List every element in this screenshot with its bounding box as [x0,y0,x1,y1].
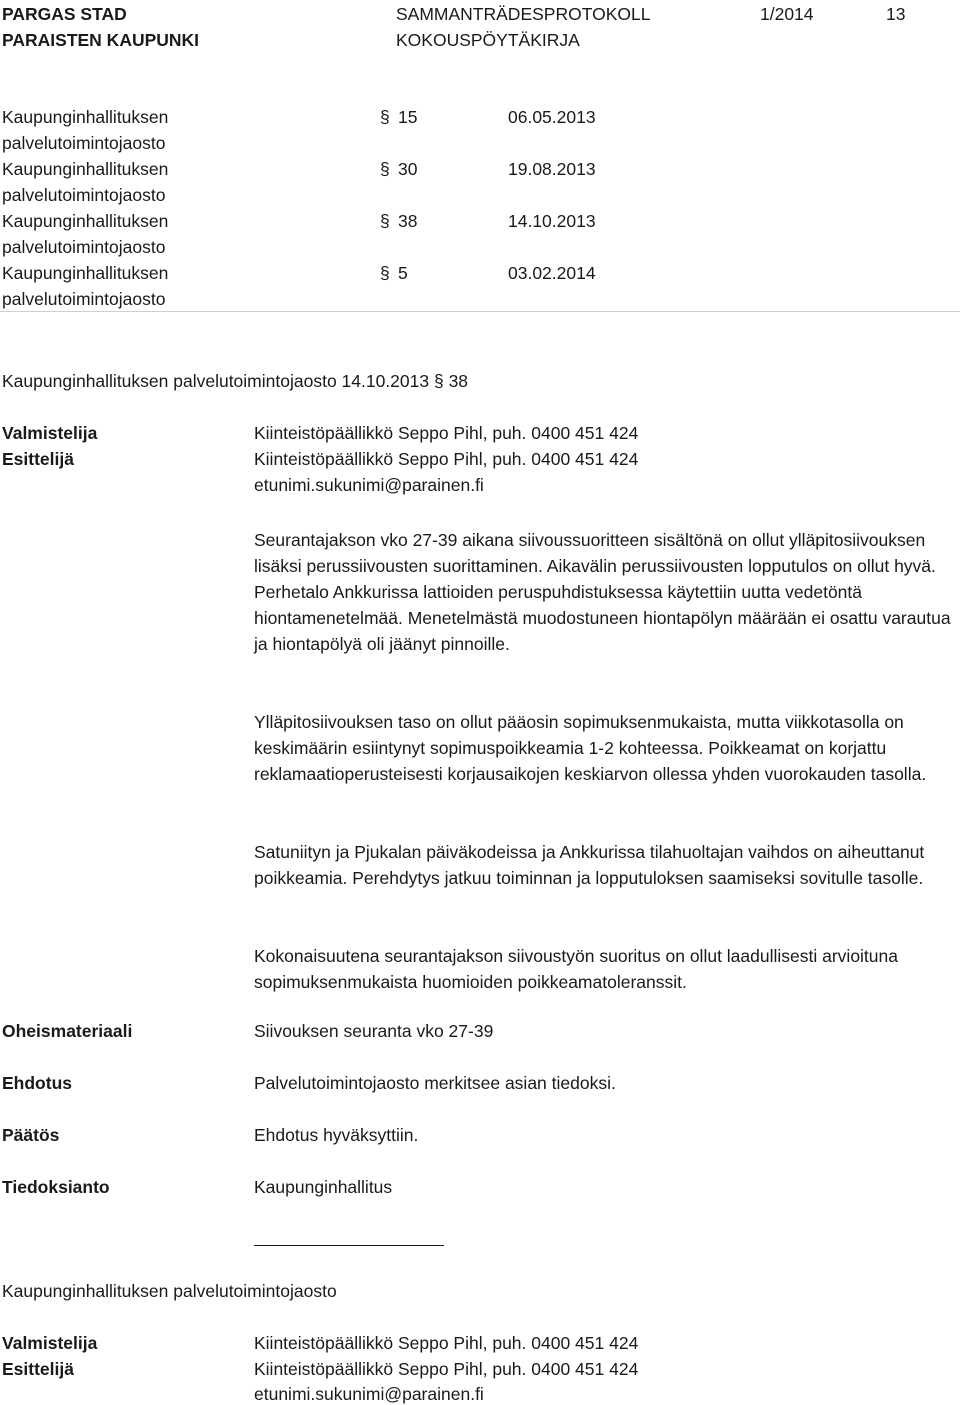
attachments-value: Siivouksen seuranta vko 27-39 [254,1021,494,1041]
history-date: 14.10.2013 [508,211,596,231]
presenter-value: Kiinteistöpäällikkö Seppo Pihl, puh. 0400 451 424 [254,1359,639,1379]
proposal-value: Palvelutoimintojaosto merkitsee asian tiedoksi. [254,1073,616,1093]
proposal-label: Ehdotus [2,1073,72,1093]
section-sign: § [380,263,390,283]
section-heading: Kaupunginhallituksen palvelutoimintojaosto [2,1281,337,1301]
doc-type-sv: SAMMANTRÄDESPROTOKOLL [396,4,651,24]
preparer-value: Kiinteistöpäällikkö Seppo Pihl, puh. 0400 451 424 [254,1333,639,1353]
preparer-value: Kiinteistöpäällikkö Seppo Pihl, puh. 0400 451 424 [254,423,639,443]
notification-label: Tiedoksianto [2,1177,110,1197]
body-paragraph: Seurantajakson vko 27-39 aikana siivoussuoritteen sisältönä on ollut ylläpitosiivouksen lisäksi perussiivousten suorittaminen. Aikavälin perussiivousten lopputulos on ollut hyvä. Perhetalo Ankkurissa lattioiden peruspuhdistuksessa käytettiin uutta vedetöntä hiontamenetelmää. Menetelmästä muodostuneen hiontapölyn määrään ei osattu varautua ja hiontapölyä oli jäänyt pinnoille. [254,530,951,654]
decision-value: Ehdotus hyväksyttiin. [254,1125,419,1145]
notification-value: Kaupunginhallitus [254,1177,393,1197]
history-body-line1: Kaupunginhallituksen [2,107,169,127]
decision-label: Päätös [2,1125,60,1145]
presenter-value: Kiinteistöpäällikkö Seppo Pihl, puh. 0400 451 424 [254,449,639,469]
section-sign: § [380,211,390,231]
history-body-line2: palvelutoimintojaosto [2,289,166,309]
email-address: etunimi.sukunimi@parainen.fi [254,475,484,495]
history-date: 06.05.2013 [508,107,596,127]
history-date: 03.02.2014 [508,263,596,283]
history-body-line2: palvelutoimintojaosto [2,185,166,205]
doc-type-fi: KOKOUSPÖYTÄKIRJA [396,30,580,50]
org-name-fi: PARAISTEN KAUPUNKI [2,30,200,50]
history-body-line2: palvelutoimintojaosto [2,133,166,153]
history-body-line2: palvelutoimintojaosto [2,237,166,257]
preparer-label: Valmistelija [2,423,98,443]
history-body-line1: Kaupunginhallituksen [2,159,169,179]
section-sign: § [380,159,390,179]
email-address: etunimi.sukunimi@parainen.fi [254,1384,484,1404]
divider [0,311,960,312]
issue-number: 1/2014 [760,4,814,24]
history-section-number: 38 [398,211,418,231]
page-number: 13 [886,4,906,24]
presenter-label: Esittelijä [2,1359,74,1379]
attachments-label: Oheismateriaali [2,1021,133,1041]
presenter-label: Esittelijä [2,449,74,469]
section-heading: Kaupunginhallituksen palvelutoimintojaosto 14.10.2013 § 38 [2,371,469,391]
history-body-line1: Kaupunginhallituksen [2,211,169,231]
org-name-sv: PARGAS STAD [2,4,127,24]
history-section-number: 15 [398,107,418,127]
body-paragraph: Ylläpitosiivouksen taso on ollut pääosin sopimuksenmukaista, mutta viikkotasolla on keskimäärin esiintynyt sopimuspoikkeamia 1-2 kohteessa. Poikkeamat on korjattu reklamaatioperusteisesti korjausaikojen keskiarvon ollessa yhden vuorokauden tasolla. [254,712,927,784]
history-body-line1: Kaupunginhallituksen [2,263,169,283]
history-section-number: 30 [398,159,418,179]
section-separator-line [254,1245,444,1246]
history-section-number: 5 [398,263,408,283]
preparer-label: Valmistelija [2,1333,98,1353]
history-date: 19.08.2013 [508,159,596,179]
body-paragraph: Satuniityn ja Pjukalan päiväkodeissa ja Ankkurissa tilahuoltajan vaihdos on aiheuttanut poikkeamia. Perehdytys jatkuu toiminnan ja lopputuloksen saamiseksi sovitulle tasolle. [254,842,925,888]
body-paragraph: Kokonaisuutena seurantajakson siivoustyön suoritus on ollut laadullisesti arvioituna sopimuksenmukaista huomioiden poikkeamatoleranssit. [254,946,898,992]
section-sign: § [380,107,390,127]
